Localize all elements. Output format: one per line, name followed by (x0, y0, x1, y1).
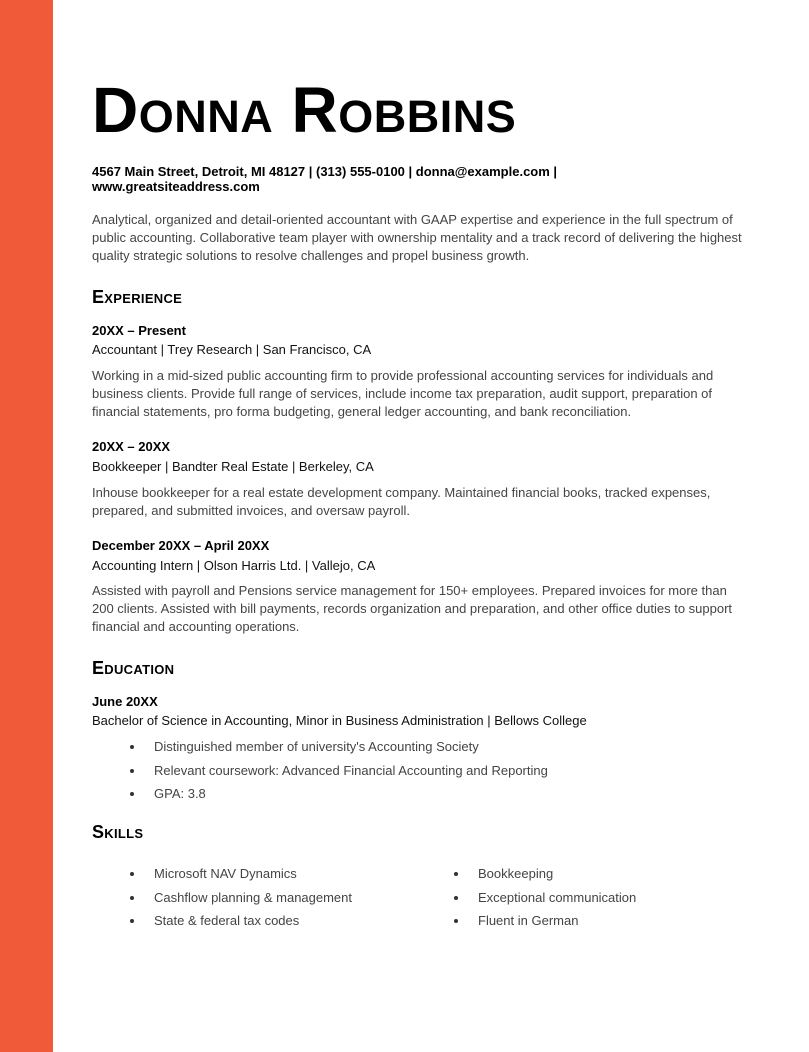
job-title: Accountant | Trey Research | San Francisco, CA (92, 342, 372, 357)
website-link[interactable]: www.greatsiteaddress.com (92, 179, 260, 194)
skills-heading: Skills (92, 822, 144, 842)
degree: Bachelor of Science in Accounting, Minor in Business Administration | Bellows College (92, 713, 587, 728)
job-dates: 20XX – 20XX (92, 439, 171, 454)
list-item: Fluent in German (454, 913, 636, 937)
job-dates: December 20XX – April 20XX (92, 538, 270, 553)
job-title: Accounting Intern | Olson Harris Ltd. | Vallejo, CA (92, 558, 376, 573)
education-date: June 20XX (92, 694, 158, 709)
list-item: Distinguished member of university's Accounting Society (130, 739, 548, 763)
contact-line: 4567 Main Street, Detroit, MI 48127 | (313) 555-0100 | donna@example.com | (92, 164, 558, 179)
summary-paragraph: Analytical, organized and detail-oriented accountant with GAAP expertise and experience in the full spectrum of public accounting. Collaborative team player with ownership mentality and a track record of delivering the highest quality strategic solutions to resolve challenges and propel business growth. (92, 212, 742, 263)
list-item: Relevant coursework: Advanced Financial Accounting and Reporting (130, 763, 548, 787)
list-item: Bookkeeping (454, 866, 636, 890)
job-description: Inhouse bookkeeper for a real estate development company. Maintained financial books, tracked expenses, prepared, and submitted invoices, and oversaw payroll. (92, 485, 711, 518)
education-list (130, 739, 548, 810)
experience-heading: Experience (92, 287, 183, 307)
accent-side-bar (0, 0, 53, 1052)
job-description: Assisted with payroll and Pensions service management for 150+ employees. Prepared invoices for more than 200 clients. Assisted with bill payments, records organization and preparation, and other office duties to support financial and accounting operations. (92, 583, 733, 634)
contact-info (92, 164, 592, 194)
skills-list-right (454, 866, 636, 937)
job-description: Working in a mid-sized public accounting firm to provide professional accounting services for individuals and business clients. Provide full range of services, include income tax preparation, audit support, preparation of financial statements, pro forma budgeting, general ledger accounting, and bank reconciliation. (92, 368, 714, 419)
list-item: State & federal tax codes (130, 913, 352, 937)
candidate-name: Donna Robbins (92, 74, 517, 146)
list-item: Exceptional communication (454, 890, 636, 914)
list-item: Cashflow planning & management (130, 890, 352, 914)
list-item: GPA: 3.8 (130, 786, 548, 810)
job-dates: 20XX – Present (92, 323, 186, 338)
education-heading: Education (92, 658, 175, 678)
job-title: Bookkeeper | Bandter Real Estate | Berkeley, CA (92, 459, 374, 474)
list-item: Microsoft NAV Dynamics (130, 866, 352, 890)
skills-list-left (130, 866, 352, 937)
